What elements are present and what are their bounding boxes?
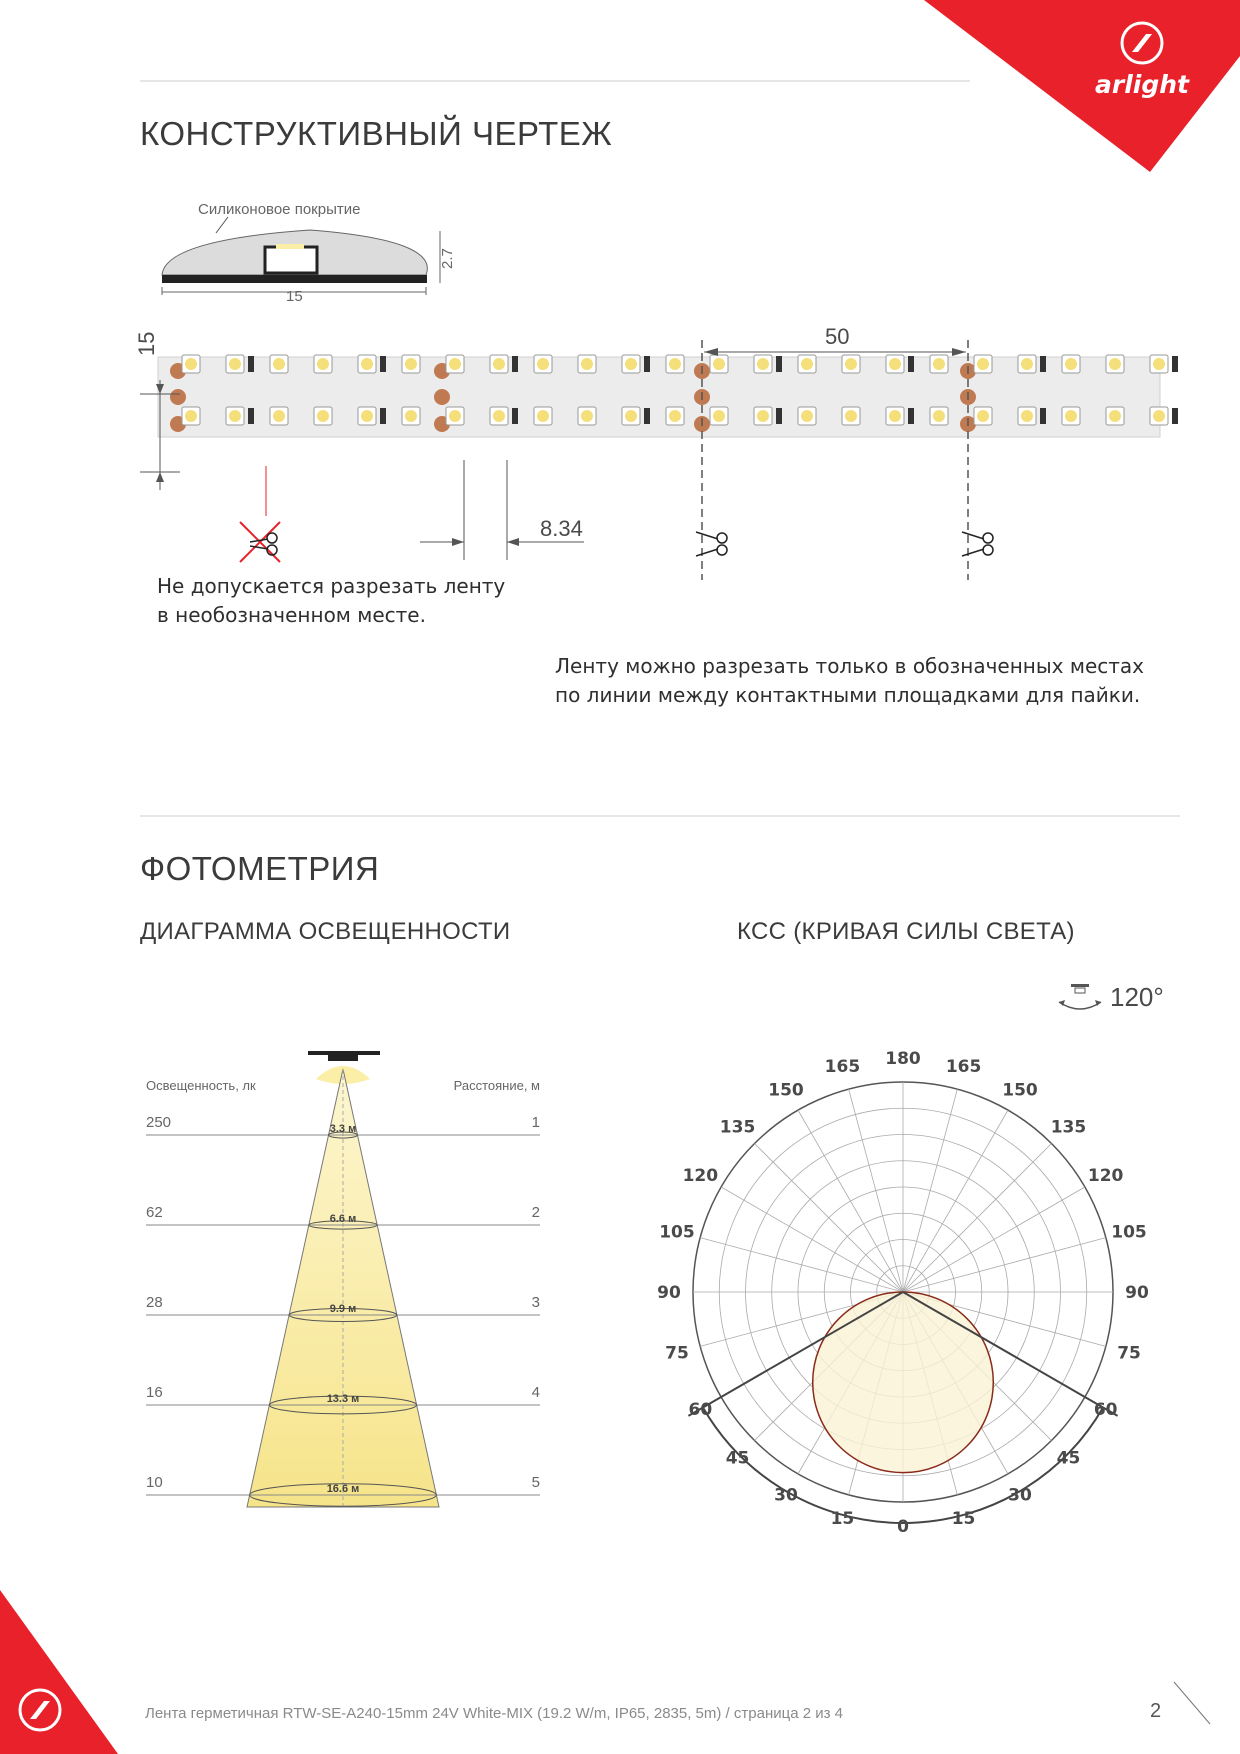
strip-body bbox=[158, 357, 1160, 437]
led-chip bbox=[666, 355, 684, 373]
resistor bbox=[1172, 408, 1178, 424]
polar-angle-label: 45 bbox=[725, 1448, 750, 1469]
segment-length-label: 50 bbox=[825, 324, 850, 349]
middle-divider bbox=[140, 815, 1180, 817]
illuminance-diagram bbox=[140, 1045, 550, 1515]
kss-polar-diagram bbox=[650, 1045, 1170, 1565]
polar-angle-label: 165 bbox=[945, 1056, 982, 1077]
lux-axis-label: Освещенность, лк bbox=[146, 1078, 256, 1093]
led-chip bbox=[1150, 407, 1168, 425]
led-chip bbox=[402, 355, 420, 373]
led-chip bbox=[1106, 355, 1124, 373]
polar-angle-label: 15 bbox=[951, 1509, 976, 1530]
led-chip bbox=[1150, 355, 1168, 373]
led-chip bbox=[754, 407, 772, 425]
led-pitch-label: 8.34 bbox=[540, 516, 583, 541]
led-chip bbox=[1106, 407, 1124, 425]
resistor bbox=[248, 408, 254, 424]
led-chip bbox=[1018, 407, 1036, 425]
polar-angle-label: 135 bbox=[1050, 1117, 1087, 1138]
led-chip bbox=[886, 355, 904, 373]
cut-scissors-icon bbox=[962, 532, 993, 556]
resistor bbox=[380, 356, 386, 372]
led-chip bbox=[358, 355, 376, 373]
led-chip bbox=[270, 355, 288, 373]
led-chip bbox=[534, 407, 552, 425]
distance-value: 5 bbox=[531, 1474, 540, 1491]
polar-angle-label: 60 bbox=[688, 1400, 713, 1420]
resistor bbox=[776, 408, 782, 424]
led-chip bbox=[358, 407, 376, 425]
distance-value: 2 bbox=[531, 1204, 540, 1221]
polar-angle-label: 105 bbox=[659, 1222, 695, 1243]
led-chip bbox=[534, 355, 552, 373]
section-title-drawing: КОНСТРУКТИВНЫЙ ЧЕРТЕЖ bbox=[140, 115, 613, 152]
profile-height-label: 2.7 bbox=[439, 248, 456, 269]
distance-value: 4 bbox=[531, 1384, 540, 1401]
polar-angle-label: 120 bbox=[682, 1166, 719, 1186]
led-chip bbox=[1018, 355, 1036, 373]
led-chip bbox=[1062, 355, 1080, 373]
lux-value: 10 bbox=[146, 1474, 163, 1491]
lux-value: 250 bbox=[146, 1114, 172, 1131]
led-chip bbox=[270, 407, 288, 425]
led-chip bbox=[622, 407, 640, 425]
led-chip bbox=[798, 355, 816, 373]
led-chip bbox=[754, 355, 772, 373]
profile-width-label: 15 bbox=[286, 288, 303, 305]
polar-angle-label: 90 bbox=[1125, 1283, 1149, 1303]
polar-angle-label: 105 bbox=[1111, 1222, 1147, 1243]
beam-angle-value: 120° bbox=[1110, 982, 1164, 1012]
profile-cross-section bbox=[140, 195, 460, 305]
led-chip bbox=[974, 355, 992, 373]
polar-angle-label: 45 bbox=[1056, 1448, 1081, 1469]
led-chip bbox=[798, 407, 816, 425]
spot-diameter: 16.6 м bbox=[326, 1483, 360, 1495]
footer-text: Лента герметичная RTW-SE-A240-15mm 24V White-MIX (19.2 W/m, IP65, 2835, 5m) / страница 2 из 4 bbox=[145, 1705, 843, 1722]
resistor bbox=[380, 408, 386, 424]
distance-axis-label: Расстояние, м bbox=[453, 1078, 540, 1093]
polar-angle-label: 30 bbox=[1008, 1485, 1032, 1506]
led-chip bbox=[446, 407, 464, 425]
spot-diameter: 3.3 м bbox=[329, 1123, 357, 1135]
lux-value: 62 bbox=[146, 1204, 163, 1221]
led-chip bbox=[1062, 407, 1080, 425]
no-cut-scissors-icon bbox=[240, 522, 280, 562]
led-chip bbox=[490, 355, 508, 373]
polar-angle-label: 180 bbox=[885, 1049, 921, 1069]
illuminance-diagram-title: ДИАГРАММА ОСВЕЩЕННОСТИ bbox=[140, 918, 511, 945]
solder-pad bbox=[434, 389, 450, 405]
led-chip bbox=[842, 407, 860, 425]
cut-note: Ленту можно разрезать только в обозначенных местах по линии между контактными площадками для пайки. bbox=[555, 654, 1144, 707]
resistor bbox=[908, 408, 914, 424]
resistor bbox=[1172, 356, 1178, 372]
led-chip bbox=[490, 407, 508, 425]
led-chip bbox=[622, 355, 640, 373]
cut-scissors-icon bbox=[696, 532, 727, 556]
distance-value: 3 bbox=[531, 1294, 540, 1311]
led-chip bbox=[710, 407, 728, 425]
beam-angle-icon bbox=[1055, 982, 1105, 1016]
polar-angle-label: 120 bbox=[1087, 1166, 1124, 1186]
led-chip bbox=[930, 355, 948, 373]
polar-angle-label: 75 bbox=[1117, 1343, 1141, 1364]
corner-logo-bottom bbox=[0, 1590, 120, 1754]
corner-logo-badge bbox=[920, 0, 1240, 175]
resistor bbox=[644, 356, 650, 372]
spot-diameter: 13.3 м bbox=[326, 1393, 360, 1405]
page-number: 2 bbox=[1150, 1700, 1162, 1722]
led-chip bbox=[578, 407, 596, 425]
coating-label: Силиконовое покрытие bbox=[198, 201, 361, 218]
strip-width-label: 15 bbox=[134, 331, 159, 356]
resistor bbox=[776, 356, 782, 372]
polar-angle-label: 90 bbox=[657, 1283, 681, 1303]
spot-diameter: 6.6 м bbox=[329, 1213, 357, 1225]
led-chip bbox=[842, 355, 860, 373]
resistor bbox=[644, 408, 650, 424]
resistor bbox=[1040, 356, 1046, 372]
spot-diameter: 9.9 м bbox=[329, 1303, 357, 1315]
polar-angle-label: 150 bbox=[768, 1080, 804, 1101]
polar-angle-label: 15 bbox=[830, 1509, 855, 1530]
polar-angle-label: 60 bbox=[1093, 1400, 1118, 1420]
lux-value: 16 bbox=[146, 1384, 163, 1401]
resistor bbox=[512, 356, 518, 372]
led-chip bbox=[930, 407, 948, 425]
led-chip bbox=[886, 407, 904, 425]
polar-angle-label: 150 bbox=[1002, 1080, 1038, 1101]
polar-angle-label: 30 bbox=[774, 1485, 798, 1506]
resistor bbox=[908, 356, 914, 372]
brand-logo-text: arlight bbox=[1095, 70, 1189, 99]
led-chip bbox=[314, 407, 332, 425]
resistor bbox=[1040, 408, 1046, 424]
led-chip bbox=[446, 355, 464, 373]
luminous-intensity-curve bbox=[813, 1292, 994, 1473]
polar-angle-label: 75 bbox=[665, 1343, 689, 1364]
led-chip bbox=[226, 355, 244, 373]
led-chip bbox=[226, 407, 244, 425]
polar-angle-label: 0 bbox=[897, 1517, 909, 1537]
led-chip bbox=[666, 407, 684, 425]
kss-diagram-title: КСС (КРИВАЯ СИЛЫ СВЕТА) bbox=[737, 918, 1075, 945]
led-chip bbox=[578, 355, 596, 373]
lux-value: 28 bbox=[146, 1294, 163, 1311]
polar-angle-label: 135 bbox=[719, 1117, 756, 1138]
led-chip bbox=[402, 407, 420, 425]
footer-slash-decoration bbox=[1172, 1680, 1212, 1730]
led-chip bbox=[182, 407, 200, 425]
section-title-photometry: ФОТОМЕТРИЯ bbox=[140, 850, 380, 887]
led-chip bbox=[974, 407, 992, 425]
no-cut-note: Не допускается разрезать ленту в необозначенном месте. bbox=[157, 574, 506, 627]
led-chip bbox=[182, 355, 200, 373]
solder-pad bbox=[170, 389, 186, 405]
resistor bbox=[512, 408, 518, 424]
distance-value: 1 bbox=[531, 1114, 540, 1131]
polar-angle-label: 165 bbox=[824, 1056, 861, 1077]
led-chip bbox=[710, 355, 728, 373]
led-chip bbox=[314, 355, 332, 373]
strip-drawing bbox=[120, 320, 1180, 580]
resistor bbox=[248, 356, 254, 372]
top-divider bbox=[140, 80, 970, 82]
